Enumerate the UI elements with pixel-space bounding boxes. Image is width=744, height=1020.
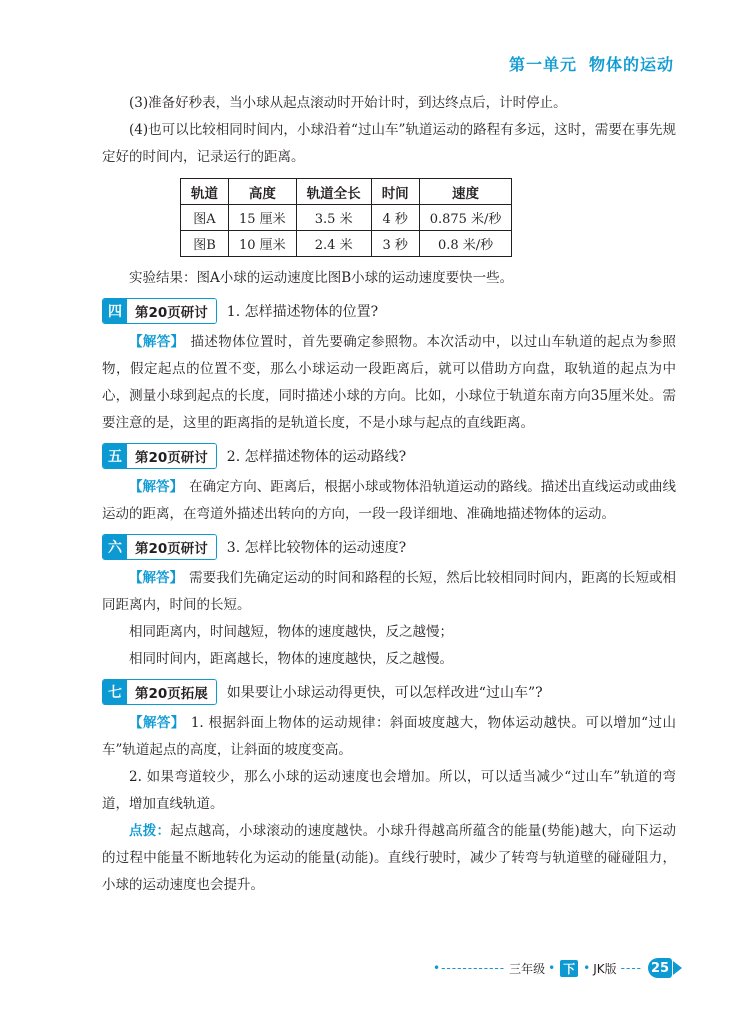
footer-edition: JK版 bbox=[593, 961, 617, 976]
table-cell: 2.4 米 bbox=[296, 231, 371, 257]
unit-label: 第一单元 bbox=[508, 55, 577, 74]
table-cell: 3 秒 bbox=[371, 231, 419, 257]
section-tag: 第20页研讨 bbox=[127, 299, 216, 323]
tip-label: 点拨 bbox=[129, 823, 157, 839]
tip-paragraph: 点拨：起点越高，小球滚动的速度越快。小球升得越高所蕴含的能量(势能)越大，向下运动的过程中能量不断地转化为运动的能量(动能)。直线行驶时，减少了转弯与轨道壁的碰碰阻力，小球的运动速度也会提升。 bbox=[102, 823, 676, 893]
table-cell: 10 厘米 bbox=[229, 231, 297, 257]
section-tag: 第20页研讨 bbox=[127, 535, 216, 559]
footer-grade: 三年级 bbox=[509, 961, 546, 976]
answer-label: 【解答】 bbox=[129, 334, 185, 350]
table-row bbox=[181, 205, 512, 231]
table-row bbox=[181, 231, 512, 257]
section-question: 如果要让小球运动得更快，可以怎样改进“过山车”? bbox=[226, 685, 543, 701]
answer-label: 【解答】 bbox=[129, 570, 184, 586]
answer-label: 【解答】 bbox=[129, 715, 185, 731]
table-header-cell: 时间 bbox=[371, 179, 419, 205]
section-5-heading bbox=[102, 443, 676, 469]
section-7-heading bbox=[102, 679, 676, 705]
section-4-heading bbox=[102, 298, 676, 324]
page-arrow-icon bbox=[673, 961, 682, 975]
table-cell: 图A bbox=[181, 205, 229, 231]
experiment-result: 实验结果：图A小球的运动速度比图B小球的运动速度要快一些。 bbox=[129, 270, 514, 286]
footer-divider: •------------ bbox=[433, 961, 506, 975]
table-header-row bbox=[181, 179, 512, 205]
unit-title: 物体的运动 bbox=[588, 55, 674, 74]
section-4-answer bbox=[102, 329, 676, 437]
experiment-table bbox=[180, 178, 512, 257]
answer-label: 【解答】 bbox=[129, 479, 184, 495]
answer-text: 描述物体位置时，首先要确定参照物。本次活动中，以过山车轨道的起点为参照物，假定起点的位置不变，那么小球运动一段距离后，就可以借助方向盘，取轨道的起点为中心，测量小球到起点的长度，同时描述小球的方向。比如，小球位于轨道东南方向35厘米处。需要注意的是，这里的距离指的是轨道长度，不是小球与起点的直线距离。 bbox=[102, 334, 677, 431]
section-badge bbox=[102, 443, 217, 469]
tip-text: 起点越高，小球滚动的速度越快。小球升得越高所蕴含的能量(势能)越大，向下运动的过程中能量不断地转化为运动的能量(动能)。直线行驶时，减少了转弯与轨道壁的碰碰阻力，小球的运动速度也会提升。 bbox=[102, 823, 676, 893]
table-header-cell: 轨道全长 bbox=[296, 179, 371, 205]
answer-text: 1. 根据斜面上物体的运动规律：斜面坡度越大，物体运动越快。可以增加“过山车”轨道起点的高度，让斜面的坡度变高。 bbox=[102, 715, 677, 758]
table-cell: 3.5 米 bbox=[296, 205, 371, 231]
section-question: 2. 怎样描述物体的运动路线? bbox=[226, 449, 407, 465]
page-number: 25 bbox=[648, 958, 672, 978]
section-question: 1. 怎样描述物体的位置? bbox=[226, 304, 379, 320]
footer-divider-right: ---- bbox=[620, 961, 642, 975]
section-question: 3. 怎样比较物体的运动速度? bbox=[226, 540, 407, 556]
section-number: 六 bbox=[103, 535, 127, 559]
section-badge bbox=[102, 534, 217, 560]
page-footer: •------------ 三年级 • 下 • JK版 ---- 25 bbox=[433, 958, 682, 978]
section-5-answer bbox=[102, 474, 676, 528]
answer-text: 在确定方向、距离后，根据小球或物体沿轨道运动的路线。描述出直线运动或曲线运动的距离，在弯道外描述出转向的方向，一段一段详细地、准确地描述物体的运动。 bbox=[102, 479, 677, 522]
page-content bbox=[102, 90, 676, 899]
section-tag: 第20页拓展 bbox=[127, 680, 216, 704]
table-cell: 4 秒 bbox=[371, 205, 419, 231]
section-number: 五 bbox=[103, 444, 127, 468]
section-7-extra-1: 2. 如果弯道较少，那么小球的运动速度也会增加。所以，可以适当减少“过山车”轨道的弯道，增加直线轨道。 bbox=[102, 769, 676, 812]
section-7-answer bbox=[102, 710, 676, 764]
section-6-extra-1: 相同距离内，时间越短，物体的速度越快，反之越慢； bbox=[129, 624, 453, 640]
step-4: (4)也可以比较相同时间内，小球沿着“过山车”轨道运动的路程有多远，这时，需要在事先规定好的时间内，记录运行的距离。 bbox=[102, 122, 676, 165]
section-tag: 第20页研讨 bbox=[127, 444, 216, 468]
answer-text: 需要我们先确定运动的时间和路程的长短，然后比较相同时间内，距离的长短或相同距离内，时间的长短。 bbox=[102, 570, 677, 613]
section-number: 四 bbox=[103, 299, 127, 323]
table-cell: 0.875 米/秒 bbox=[419, 205, 512, 231]
section-badge bbox=[102, 679, 217, 705]
table-header-cell: 高度 bbox=[229, 179, 297, 205]
table-cell: 0.8 米/秒 bbox=[419, 231, 512, 257]
table-header-cell: 轨道 bbox=[181, 179, 229, 205]
footer-term: 下 bbox=[560, 960, 578, 977]
table-header-cell: 速度 bbox=[419, 179, 512, 205]
section-6-heading bbox=[102, 534, 676, 560]
table-cell: 图B bbox=[181, 231, 229, 257]
section-badge bbox=[102, 298, 217, 324]
section-number: 七 bbox=[103, 680, 127, 704]
section-6-extra-2: 相同时间内，距离越长，物体的速度越快，反之越慢。 bbox=[129, 651, 453, 667]
step-3: (3)准备好秒表，当小球从起点滚动时开始计时，到达终点后，计时停止。 bbox=[129, 95, 567, 111]
page-header bbox=[509, 52, 674, 75]
table-cell: 15 厘米 bbox=[229, 205, 297, 231]
section-6-answer bbox=[102, 565, 676, 619]
